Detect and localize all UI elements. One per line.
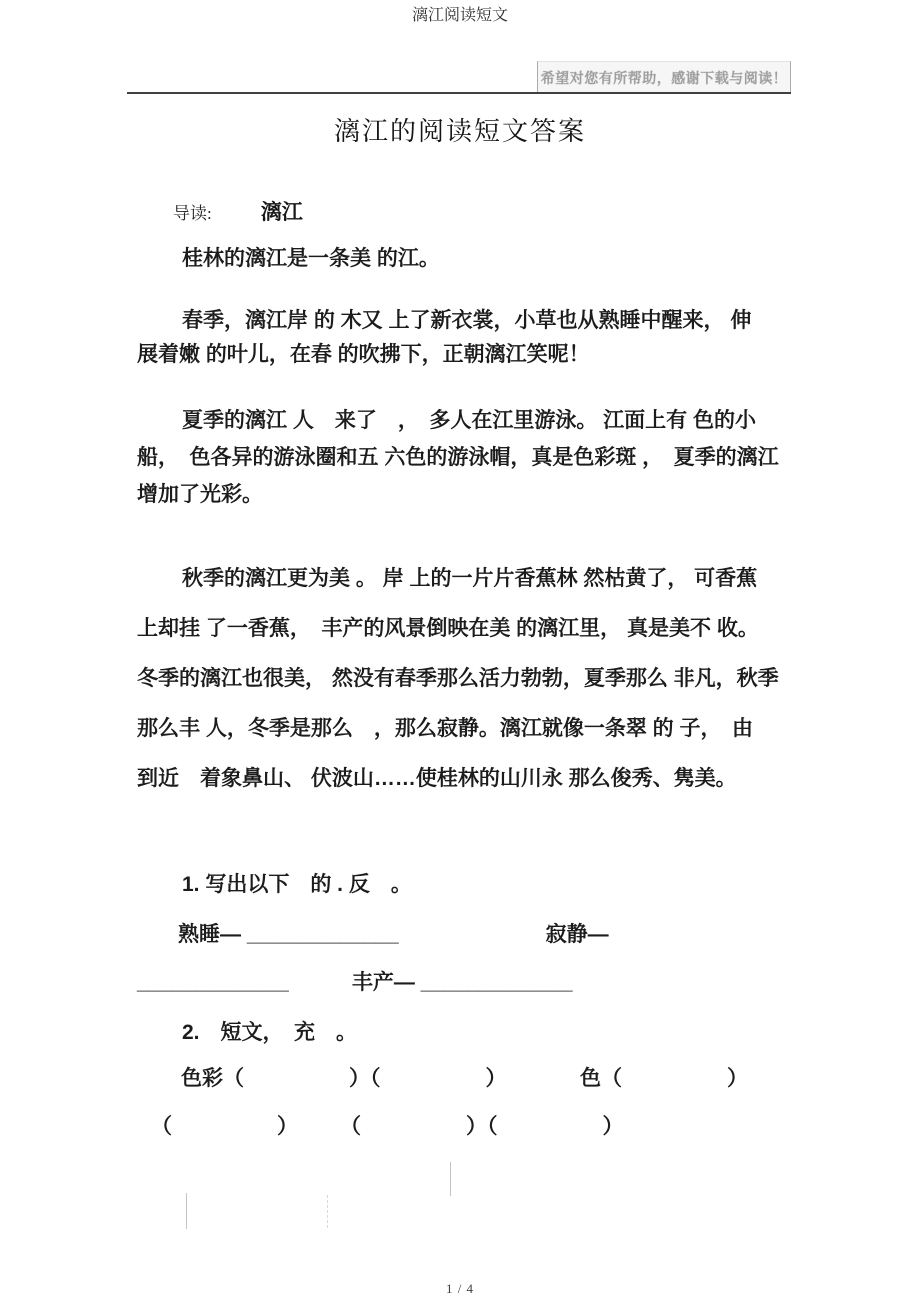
question-1-prompt [137,870,807,900]
paragraph-spring [137,304,807,372]
paragraph-summer [137,402,807,513]
lead-label: 导读: [173,204,212,223]
paragraph-autumn-winter-line-4: 那么丰 人，冬季是那么 ，那么寂静。漓江就像一条翠 的 子， 由 [137,717,754,740]
document-header-note: 漓江阅读短文 [411,7,508,24]
paragraph-summer-line-2: 船， 色各异的游泳圈和五 六色的游泳帽，真是色彩斑 ， 夏季的漓江 [137,446,779,469]
paragraph-autumn-winter-line-5: 到近 着象鼻山、 伏波山……使桂林的山川永 那么俊秀、隽美。 [137,767,737,790]
paragraph-spring-line-1: 春季，漓江岸 的 木又 上了新衣裳，小草也从熟睡中醒来， 伸 [182,309,752,332]
page-title: 漓江的阅读短文答案 [333,117,586,146]
question-2-prompt-text: 2. 短文， 充 。 [182,1021,358,1044]
download-banner [537,61,791,94]
paragraph-autumn-winter-line-2: 上却挂 了一香蕉， 丰产的风景倒映在美 的漓江里， 真是美不 收。 [137,617,759,640]
paragraph-autumn-winter-line-3: 冬季的漓江也很美， 然没有春季那么活力勃勃，夏季那么 非凡，秋季 [137,667,779,690]
question-1-fill-line-1 [137,920,807,950]
lead-row [173,196,303,226]
lead-title: 漓江 [260,201,303,224]
faint-vertical-mark-upper [450,1162,451,1196]
header-divider-line [127,92,791,94]
paragraph-spring-line-2: 展着嫩 的叶儿，在春 的吹拂下，正朝漓江笑呢！ [137,343,590,366]
faint-vertical-mark-middle [327,1195,328,1228]
paragraph-summer-line-3: 增加了光彩。 [137,483,263,506]
question-1-fill-line-2 [137,968,807,998]
question-1-fill-line-2-text: _____________ 丰产— _____________ [137,971,573,994]
question-2-fill-line-1 [137,1064,807,1094]
paragraph-intro-line-1: 桂林的漓江是一条美 的江。 [182,247,440,270]
question-2-fill-line-1-text: 色彩（ ）（ ） 色（ ） [181,1067,748,1090]
paragraph-summer-line-1: 夏季的漓江 人 来了 ， 多人在江里游泳。 江面上有 色的小 [182,409,757,432]
paragraph-intro [137,242,807,275]
paragraph-autumn-winter-line-1: 秋季的漓江更为美 。 岸 上的一片片香蕉林 然枯黄了， 可香蕉 [182,567,758,590]
question-2-fill-line-2 [137,1112,807,1142]
paragraph-autumn-winter [137,554,807,804]
faint-vertical-mark-left [186,1193,187,1229]
question-2-prompt [137,1018,807,1048]
download-banner-text: 希望对您有所帮助，感谢下载与阅读！ [540,70,788,86]
question-1-prompt-text: 1. 写出以下 的 . 反 。 [182,873,412,896]
question-2-fill-line-2-text: （ ） （ ）（ ） [151,1115,624,1138]
question-1-fill-line-1-text: 熟睡— _____________ 寂静— [178,923,609,946]
footer-page-number: 1 / 4 [445,1281,475,1296]
